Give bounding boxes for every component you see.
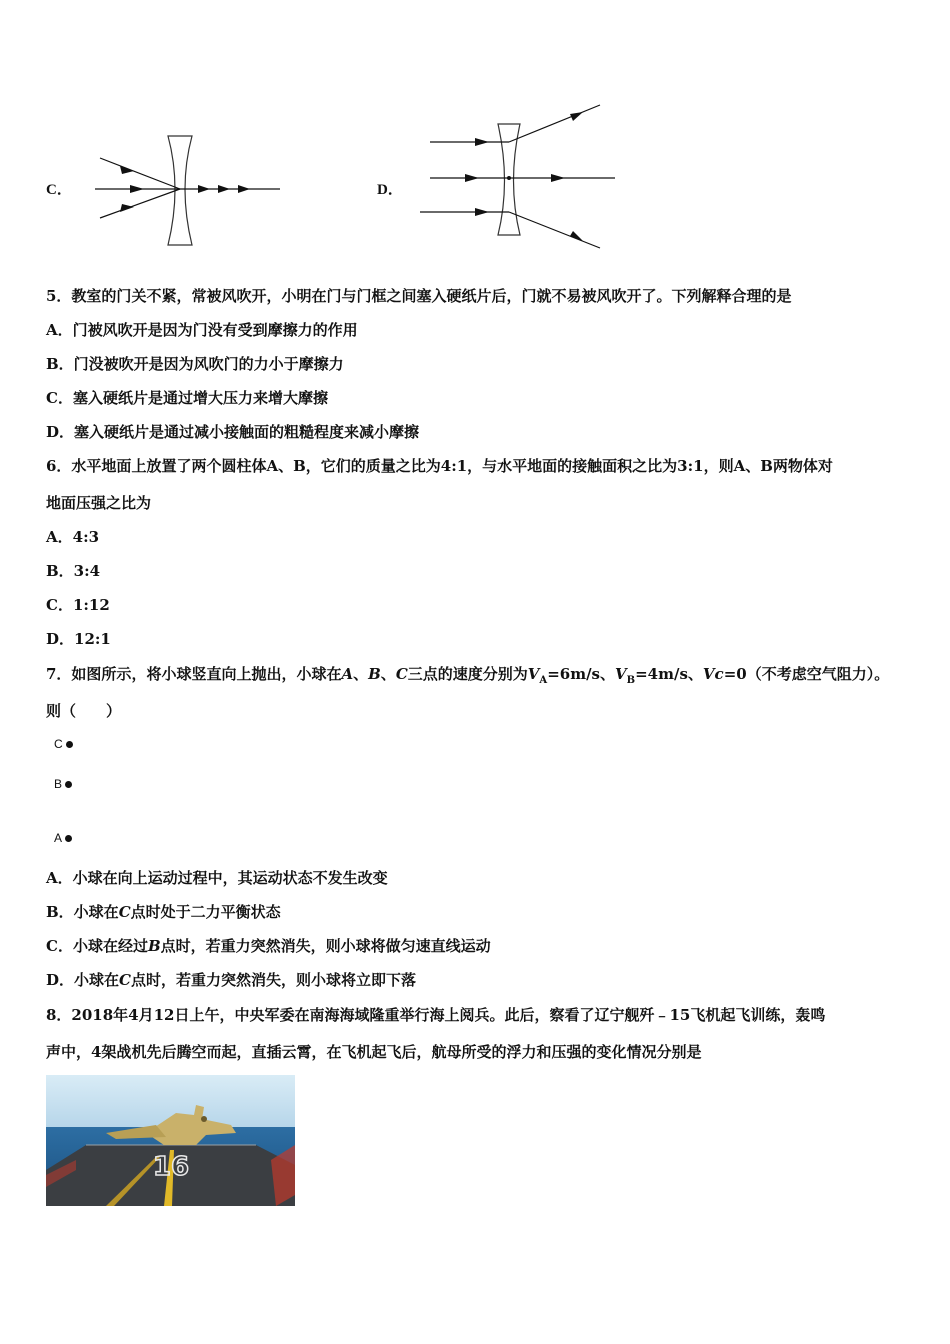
question-7-stem-line2: 则（ ） [46, 702, 122, 720]
question-5-option-d: D．塞入硬纸片是通过减小接触面的粗糙程度来减小摩擦 [46, 423, 420, 441]
question-7-stem-line1: 7．如图所示，将小球竖直向上抛出，小球在A、B、C三点的速度分别为$V_A=6m/s$、$V_B=4m/s$、Vc=0（不考虑空气阻力）。 [46, 665, 890, 686]
incident-ray-top [100, 158, 180, 189]
ball-dot-icon [65, 781, 72, 788]
question-5-option-a: A．门被风吹开是因为门没有受到摩擦力的作用 [46, 321, 358, 339]
question-6-option-a: A．4:3 [46, 528, 100, 546]
question-5-option-c: C．塞入硬纸片是通过增大压力来增大摩擦 [46, 389, 328, 407]
ball-dot-icon [65, 835, 72, 842]
concave-lens-diagram-d [415, 100, 625, 255]
question-6-stem-line1: 6．水平地面上放置了两个圆柱体A、B，它们的质量之比为4:1，与水平地面的接触面积之比为3:1，则A、B两物体对 [46, 457, 833, 475]
question-5-stem: 5．教室的门关不紧，常被风吹开，小明在门与门框之间塞入硬纸片后，门就不易被风吹开了。下列解释合理的是 [46, 287, 792, 305]
deck-number: 16 [152, 1152, 190, 1182]
concave-lens-diagram-c [90, 128, 290, 253]
question-6-option-c: C．1:12 [46, 596, 110, 614]
point-a: A [54, 831, 72, 845]
question-7-option-a: A．小球在向上运动过程中，其运动状态不发生改变 [46, 869, 388, 887]
question-6-option-b: B．3:4 [46, 562, 101, 580]
question-8-stem-line2: 声中，4架战机先后腾空而起，直插云霄，在飞机起飞后，航母所受的浮力和压强的变化情况分别是 [46, 1043, 702, 1061]
question-8-stem-line1: 8．2018年4月12日上午，中央军委在南海海域隆重举行海上阅兵。此后，察看了辽宁舰歼﹣15飞机起飞训练，轰鸣 [46, 1006, 826, 1024]
question-7-option-c: C．小球在经过B点时，若重力突然消失，则小球将做匀速直线运动 [46, 937, 491, 955]
ball-dot-icon [66, 741, 73, 748]
concave-lens-shape [168, 136, 192, 245]
incident-ray-bottom [100, 189, 180, 218]
question-5-option-b: B．门没被吹开是因为风吹门的力小于摩擦力 [46, 355, 344, 373]
question-7-option-b: B．小球在C点时处于二力平衡状态 [46, 903, 281, 921]
option-d-label: D． [377, 182, 403, 198]
point-c: C [54, 737, 73, 751]
question-6-stem-line2: 地面压强之比为 [46, 494, 152, 512]
question-6-option-d: D．12:1 [46, 630, 111, 648]
refracted-ray-bottom [509, 212, 600, 248]
option-c-label: C． [46, 182, 72, 198]
point-b: B [54, 777, 72, 791]
question-7-option-d: D．小球在C点时，若重力突然消失，则小球将立即下落 [46, 971, 416, 989]
aircraft-carrier-photo [46, 1075, 295, 1206]
refracted-ray-top [509, 105, 600, 142]
